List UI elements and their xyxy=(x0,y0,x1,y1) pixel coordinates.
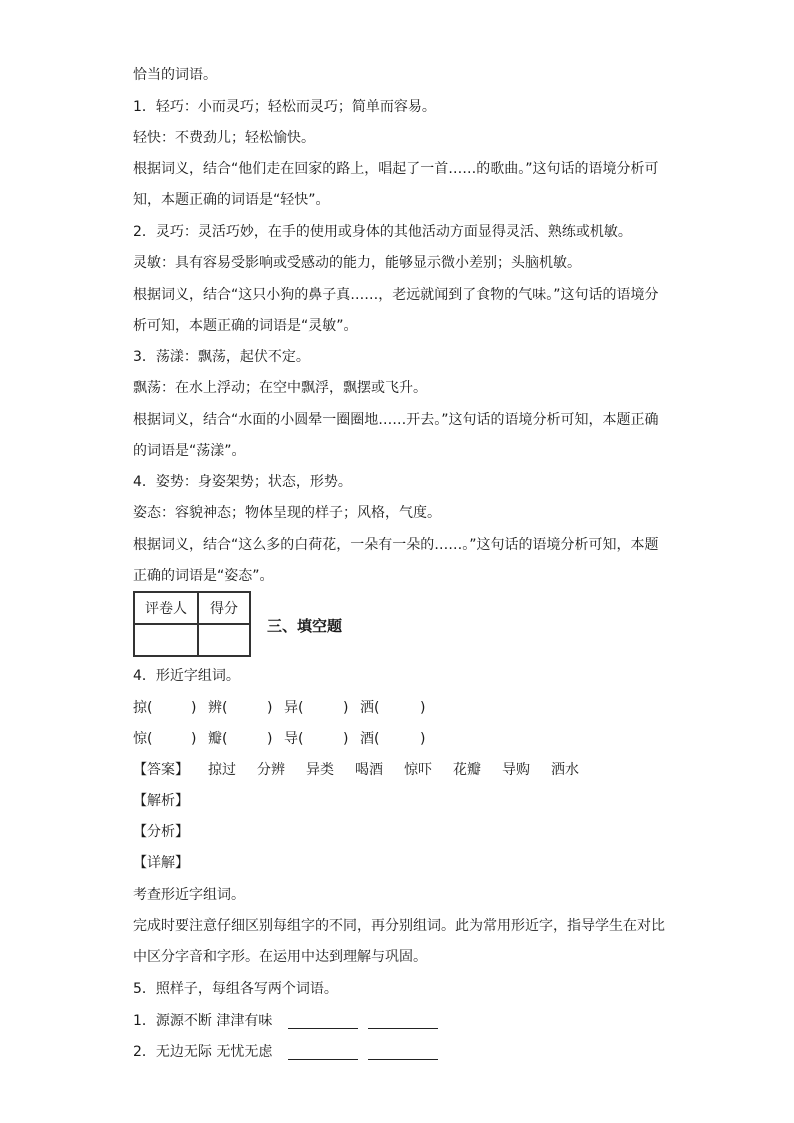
char-close: ) xyxy=(343,700,349,716)
char-close: ) xyxy=(191,731,197,747)
text-line: 析可知，本题正确的词语是“灵敏”。 xyxy=(133,318,358,334)
text-line: 恰当的词语。 xyxy=(133,67,217,83)
text-line: 的词语是“荡漾”。 xyxy=(133,443,246,459)
char-open: 瓣( xyxy=(208,731,228,747)
fenxi-label: 【分析】 xyxy=(133,824,189,840)
text-line: 3．荡漾：飘荡，起伏不定。 xyxy=(133,349,310,365)
section-title: 三、填空题 xyxy=(267,617,343,635)
answer-blank[interactable] xyxy=(368,1028,438,1029)
char-close: ) xyxy=(191,700,197,716)
example-words: 1．源源不断 津津有味 xyxy=(133,1013,273,1029)
answer-blank[interactable] xyxy=(288,1028,358,1029)
answer-word: 分辨 xyxy=(257,762,285,778)
text-line: 根据词义，结合“这么多的白荷花，一朵有一朵的……。”这句话的语境分析可知，本题 xyxy=(133,537,659,553)
question-4-prompt: 4．形近字组词。 xyxy=(133,668,240,684)
text-line: 完成时要注意仔细区别每组字的不同，再分别组词。此为常用形近字，指导学生在对比 xyxy=(133,918,665,934)
char-open: 掠( xyxy=(133,700,153,716)
analysis-label: 【解析】 xyxy=(133,793,189,809)
detail-label: 【详解】 xyxy=(133,855,189,871)
char-close: ) xyxy=(343,731,349,747)
answer-word: 洒水 xyxy=(551,762,579,778)
char-open: 辨( xyxy=(208,700,228,716)
text-line: 轻快：不费劲儿；轻松愉快。 xyxy=(133,130,315,146)
text-line: 根据词义，结合“他们走在回家的路上，唱起了一首……的歌曲。”这句话的语境分析可 xyxy=(133,161,659,177)
answer-label: 【答案】 xyxy=(133,762,189,778)
answer-word: 喝酒 xyxy=(355,762,383,778)
text-line: 灵敏：具有容易受影响或受感动的能力，能够显示微小差别；头脑机敏。 xyxy=(133,255,581,271)
answer-word: 掠过 xyxy=(208,762,236,778)
char-open: 导( xyxy=(284,731,304,747)
answer-blank[interactable] xyxy=(288,1059,358,1060)
char-close: ) xyxy=(420,731,426,747)
text-line: 姿态：容貌神态；物体呈现的样子；风格，气度。 xyxy=(133,505,441,521)
char-open: 惊( xyxy=(133,731,153,747)
text-line: 4．姿势：身姿架势；状态，形势。 xyxy=(133,474,352,490)
text-line: 中区分字音和字形。在运用中达到理解与巩固。 xyxy=(133,949,427,965)
score-table xyxy=(133,591,251,657)
answer-word: 惊吓 xyxy=(404,762,432,778)
char-open: 洒( xyxy=(360,700,380,716)
char-open: 异( xyxy=(284,700,304,716)
char-close: ) xyxy=(420,700,426,716)
text-line: 根据词义，结合“水面的小圆晕一圈圈地……开去。”这句话的语境分析可知，本题正确 xyxy=(133,412,659,428)
grader-header: 评卷人 xyxy=(134,592,198,624)
char-close: ) xyxy=(267,731,273,747)
score-cell xyxy=(198,624,250,656)
answer-blank[interactable] xyxy=(368,1059,438,1060)
text-line: 根据词义，结合“这只小狗的鼻子真……，老远就闻到了食物的气味。”这句话的语境分 xyxy=(133,287,659,303)
score-header: 得分 xyxy=(198,592,250,624)
example-words: 2．无边无际 无忧无虑 xyxy=(133,1044,273,1060)
grader-cell xyxy=(134,624,198,656)
answer-word: 花瓣 xyxy=(453,762,481,778)
char-open: 酒( xyxy=(360,731,380,747)
text-line: 考查形近字组词。 xyxy=(133,887,245,903)
text-line: 2．灵巧：灵活巧妙，在手的使用或身体的其他活动方面显得灵活、熟练或机敏。 xyxy=(133,224,632,240)
text-line: 正确的词语是“姿态”。 xyxy=(133,568,274,584)
text-line: 知，本题正确的词语是“轻快”。 xyxy=(133,192,330,208)
answer-word: 导购 xyxy=(502,762,530,778)
char-close: ) xyxy=(267,700,273,716)
text-line: 飘荡：在水上浮动；在空中飘浮，飘摆或飞升。 xyxy=(133,380,427,396)
question-5-prompt: 5．照样子，每组各写两个词语。 xyxy=(133,981,338,997)
answer-word: 异类 xyxy=(306,762,334,778)
text-line: 1．轻巧：小而灵巧；轻松而灵巧；简单而容易。 xyxy=(133,99,436,115)
